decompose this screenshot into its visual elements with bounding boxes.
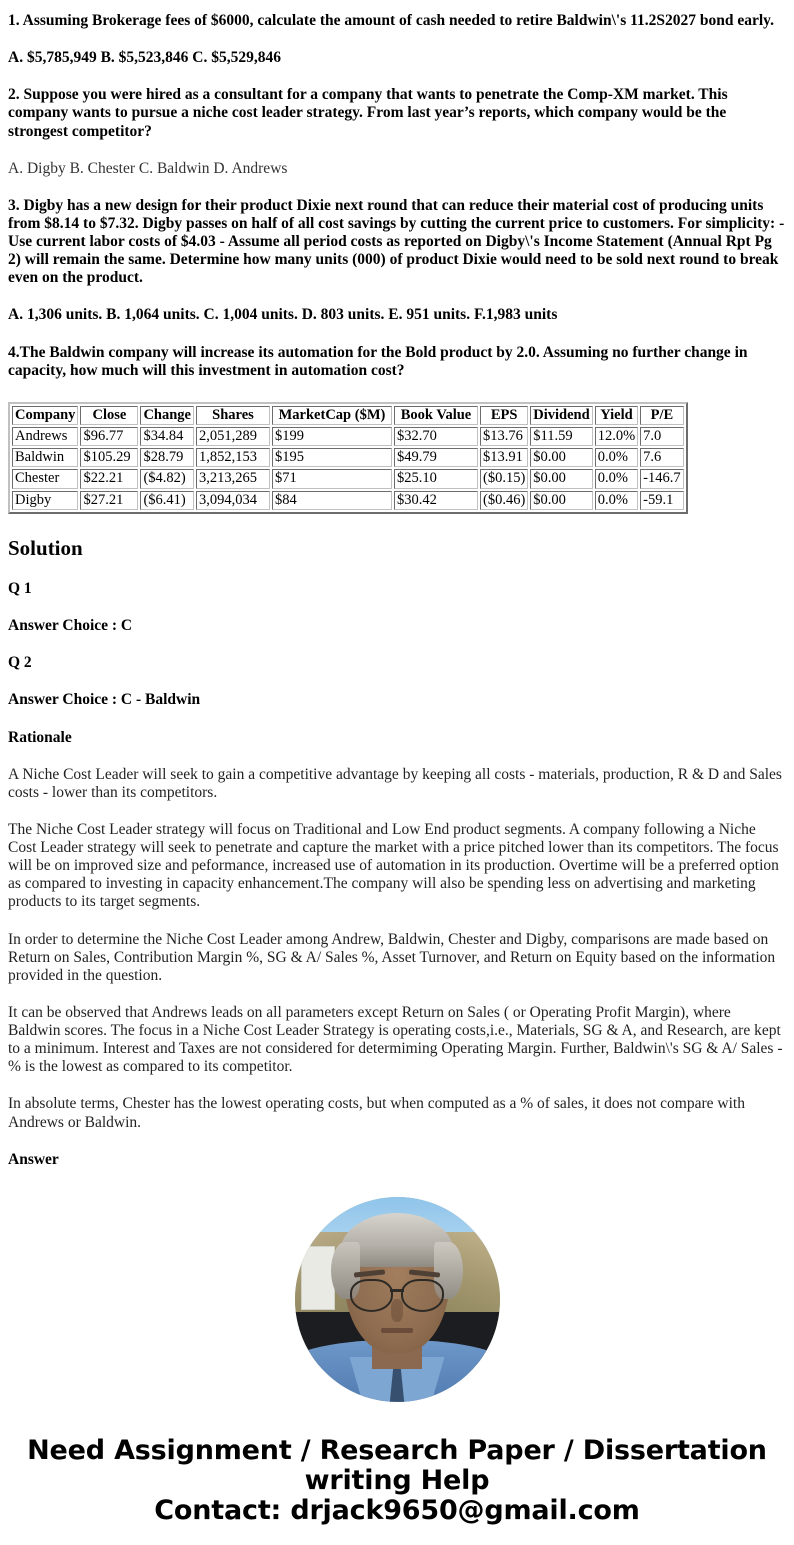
cell-pe: -59.1 bbox=[640, 491, 683, 510]
cell-dividend: $0.00 bbox=[530, 448, 592, 467]
eyeglasses-icon bbox=[401, 1279, 444, 1312]
cell-pe: 7.6 bbox=[640, 448, 683, 467]
cell-eps: $13.91 bbox=[480, 448, 528, 467]
cell-shares: 2,051,289 bbox=[196, 427, 270, 446]
avatar-block bbox=[8, 1197, 786, 1402]
q1-answer-choice: Answer Choice : C bbox=[8, 617, 133, 635]
column-header-eps: EPS bbox=[480, 406, 528, 425]
cell-pe: 7.0 bbox=[640, 427, 683, 446]
cell-dividend: $0.00 bbox=[530, 469, 592, 488]
cell-yield: 0.0% bbox=[595, 491, 638, 510]
cell-shares: 1,852,153 bbox=[196, 448, 270, 467]
cell-company: Andrews bbox=[12, 427, 78, 446]
column-header-yield: Yield bbox=[595, 406, 638, 425]
rationale-paragraph-3: In order to determine the Niche Cost Leader among Andrew, Baldwin, Chester and Digby, comparisons are made based on Return on Sales, Contribution Margin %, SG & A/ Sales %, Asset Turnover, and Return on Equity based on the information provided in the question. bbox=[8, 930, 776, 984]
q2-label: Q 2 bbox=[8, 654, 32, 672]
cell-bookvalue: $49.79 bbox=[394, 448, 478, 467]
rationale-paragraph-4: It can be observed that Andrews leads on all parameters except Return on Sales ( or Operating Profit Margin), where Baldwin scores. The focus in a Niche Cost Leader Strategy is operating costs,i.e., Materials, SG & A, and Research, are kept to a minimum. Interest and Taxes are not considered for determiming Operating Margin. Further, Baldwin\'s SG & A/ Sales - % is the lowest as compared to its competitor. bbox=[8, 1003, 783, 1076]
q2-answer-choice: Answer Choice : C - Baldwin bbox=[8, 691, 201, 709]
answer-label: Answer bbox=[8, 1150, 59, 1168]
column-header-dividend: Dividend bbox=[530, 406, 592, 425]
promo-line-1: Need Assignment / Research Paper / Dissertation bbox=[27, 1434, 767, 1466]
cell-close: $105.29 bbox=[80, 448, 138, 467]
rationale-label: Rationale bbox=[8, 728, 72, 746]
cell-pe: -146.7 bbox=[640, 469, 683, 488]
solution-heading: Solution bbox=[8, 535, 83, 560]
question-3-options: A. 1,306 units. B. 1,064 units. C. 1,004 units. D. 803 units. E. 951 units. F.1,983 units bbox=[8, 306, 558, 324]
table-row bbox=[12, 427, 684, 446]
avatar bbox=[295, 1197, 500, 1402]
question-2-options: A. Digby B. Chester C. Baldwin D. Andrews bbox=[8, 159, 288, 177]
avatar-wall-panel bbox=[301, 1246, 336, 1310]
column-header-change: Change bbox=[140, 406, 194, 425]
column-header-marketcap: MarketCap ($M) bbox=[272, 406, 392, 425]
question-1-text: 1. Assuming Brokerage fees of $6000, calculate the amount of cash needed to retire Baldwin\'s 11.2S2027 bond early. bbox=[8, 12, 774, 29]
cell-marketcap: $195 bbox=[272, 448, 392, 467]
column-header-bookvalue: Book Value bbox=[394, 406, 478, 425]
cell-marketcap: $199 bbox=[272, 427, 392, 446]
q1-label: Q 1 bbox=[8, 580, 32, 598]
cell-change: $28.79 bbox=[140, 448, 194, 467]
cell-bookvalue: $32.70 bbox=[394, 427, 478, 446]
avatar-nose bbox=[391, 1299, 403, 1322]
cell-change: ($4.82) bbox=[140, 469, 194, 488]
cell-eps: ($0.46) bbox=[480, 491, 528, 510]
promo-line-3: Contact: drjack9650@gmail.com bbox=[154, 1495, 640, 1527]
column-header-close: Close bbox=[80, 406, 138, 425]
financial-table-wrapper bbox=[8, 402, 786, 514]
cell-company: Baldwin bbox=[12, 448, 78, 467]
eyeglasses-icon bbox=[350, 1279, 393, 1312]
rationale-paragraph-2: The Niche Cost Leader strategy will focus on Traditional and Low End product segments. A company following a Niche Cost Leader strategy will seek to penetrate and capture the market with a price pitched lower than its competitors. The focus will be on improved size and peformance, increased use of automation in its production. Overtime will be a preferred option as compared to investing in capacity enhancement.The company will also be spending less on advertising and marketing products to its target segments. bbox=[8, 820, 779, 911]
table-row bbox=[12, 491, 684, 510]
cell-shares: 3,094,034 bbox=[196, 491, 270, 510]
cell-change: $34.84 bbox=[140, 427, 194, 446]
cell-close: $27.21 bbox=[80, 491, 138, 510]
financial-table bbox=[8, 402, 688, 514]
cell-bookvalue: $25.10 bbox=[394, 469, 478, 488]
cell-yield: 0.0% bbox=[595, 448, 638, 467]
question-1-options: A. $5,785,949 B. $5,523,846 C. $5,529,846 bbox=[8, 49, 281, 67]
cell-change: ($6.41) bbox=[140, 491, 194, 510]
cell-company: Chester bbox=[12, 469, 78, 488]
question-4-text: 4.The Baldwin company will increase its automation for the Bold product by 2.0. Assuming no further change in capacity, how much will this investment in automation cost? bbox=[8, 343, 748, 379]
rationale-paragraph-5: In absolute terms, Chester has the lowest operating costs, but when computed as a % of sales, it does not compare with Andrews or Baldwin. bbox=[8, 1095, 745, 1131]
column-header-pe: P/E bbox=[640, 406, 683, 425]
eyeglasses-bridge-icon bbox=[390, 1289, 404, 1292]
cell-marketcap: $84 bbox=[272, 491, 392, 510]
cell-eps: ($0.15) bbox=[480, 469, 528, 488]
table-row bbox=[12, 469, 684, 488]
cell-close: $96.77 bbox=[80, 427, 138, 446]
column-header-company: Company bbox=[12, 406, 78, 425]
cell-marketcap: $71 bbox=[272, 469, 392, 488]
table-row bbox=[12, 448, 684, 467]
rationale-paragraph-1: A Niche Cost Leader will seek to gain a competitive advantage by keeping all costs - materials, production, R & D and Sales costs - lower than its competitors. bbox=[8, 765, 782, 801]
cell-bookvalue: $30.42 bbox=[394, 491, 478, 510]
cell-dividend: $0.00 bbox=[530, 491, 592, 510]
table-header-row bbox=[12, 406, 684, 425]
cell-close: $22.21 bbox=[80, 469, 138, 488]
promo-footer bbox=[8, 1436, 786, 1527]
cell-company: Digby bbox=[12, 491, 78, 510]
cell-yield: 0.0% bbox=[595, 469, 638, 488]
question-2-text: 2. Suppose you were hired as a consultant for a company that wants to penetrate the Comp-XM market. This company wants to pursue a niche cost leader strategy. From last year’s reports, which company would be the strongest competitor? bbox=[8, 86, 728, 140]
avatar-mouth bbox=[381, 1328, 414, 1333]
cell-shares: 3,213,265 bbox=[196, 469, 270, 488]
question-3-text: 3. Digby has a new design for their product Dixie next round that can reduce their material cost of producing units from $8.14 to $7.32. Digby passes on half of all cost savings by cutting the current price to customers. For simplicity: - Use current labor costs of $4.03 - Assume all period costs as reported on Digby\'s Income Statement (Annual Rpt Pg 2) will remain the same. Determine how many units (000) of product Dixie would need to be sold next round to break even on the product. bbox=[8, 196, 785, 287]
cell-dividend: $11.59 bbox=[530, 427, 592, 446]
column-header-shares: Shares bbox=[196, 406, 270, 425]
cell-eps: $13.76 bbox=[480, 427, 528, 446]
cell-yield: 12.0% bbox=[595, 427, 638, 446]
promo-line-2: writing Help bbox=[304, 1465, 490, 1497]
